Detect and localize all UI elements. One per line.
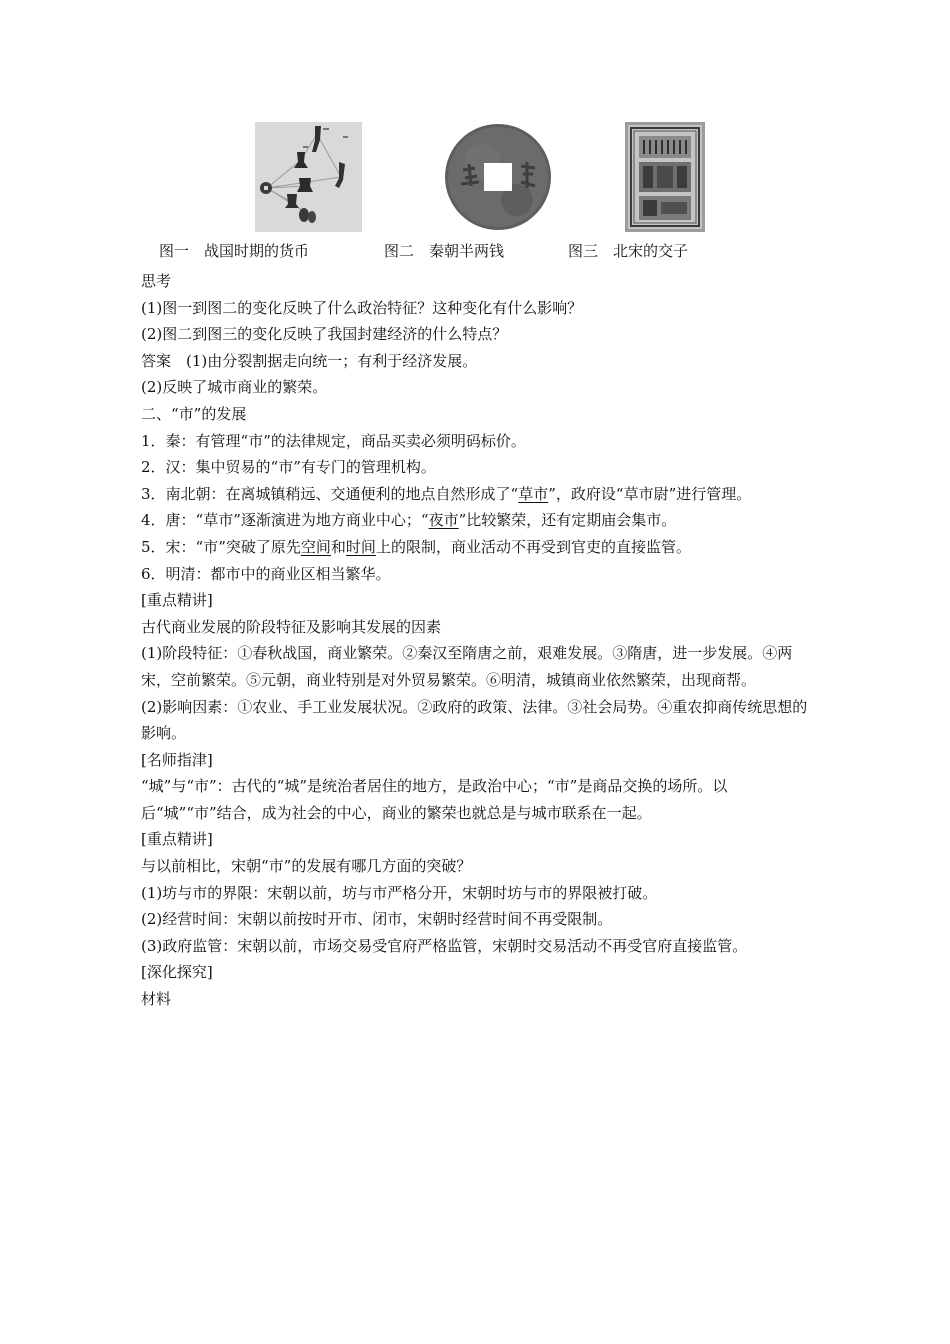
underlined-term-caoshi: 草市: [518, 484, 549, 503]
market-item-ming-qing: 6．明清：都市中的商业区相当繁华。: [141, 564, 391, 583]
key-points-subtitle-1: 古代商业发展的阶段特征及影响其发展的因素: [141, 617, 442, 636]
teacher-tip-title: [名师指津]: [141, 750, 213, 769]
underlined-term-yeshi: 夜市: [428, 511, 459, 530]
market-item-text: 3．南北朝：在离城镇稍远、交通便利的地点自然形成了“: [141, 484, 519, 503]
caption-figure-2: 图二 秦朝半两钱: [384, 242, 505, 260]
market-item-text: ”比较繁荣，还有定期庙会集市。: [458, 511, 677, 530]
figure-warring-states-coins: [255, 122, 362, 232]
market-item-text: 上的限制，商业活动不再受到官吏的直接监管。: [375, 537, 691, 556]
key-points-title-2: [重点精讲]: [141, 830, 213, 849]
market-item-tang: [141, 507, 813, 534]
question-1: (1)图一到图二的变化反映了什么政治特征？这种变化有什么影响？: [141, 298, 583, 317]
influence-factors-paragraph: (2)影响因素：①农业、手工业发展状况。②政府的政策、法律。③社会局势。④重农抑商传统思想的影响。: [141, 697, 808, 743]
key-points-question-2: 与以前相比，宋朝“市”的发展有哪几方面的突破？: [141, 857, 472, 876]
warring-states-coins-image: [255, 122, 362, 232]
market-item-text: 5．宋：“市”突破了原先: [141, 537, 301, 556]
northern-song-jiaozi-image: [625, 122, 705, 232]
song-breakthrough-1: (1)坊与市的界限：宋朝以前，坊与市严格分开，宋朝时坊与市的界限被打破。: [141, 883, 658, 902]
song-breakthrough-2: (2)经营时间：宋朝以前按时开市、闭市，宋朝时经营时间不再受限制。: [141, 910, 613, 929]
figure-qin-banliang-coin: [443, 122, 553, 232]
deep-inquiry-title: [深化探究]: [141, 963, 213, 982]
market-item-text: 4．唐：“草市”逐渐演进为地方商业中心；“: [141, 511, 429, 530]
material-label: 材料: [141, 990, 172, 1009]
caption-figure-3: 图三 北宋的交子: [568, 242, 689, 260]
market-item-southern-northern: [141, 481, 813, 508]
caption-figure-1: 图一 战国时期的货币: [159, 242, 310, 260]
stage-features-paragraph: (1)阶段特征：①春秋战国，商业繁荣。②秦汉至隋唐之前，艰难发展。③隋唐，进一步发展。④两宋，空前繁荣。⑤元朝，商业特别是对外贸易繁荣。⑥明清，城镇商业依然繁荣，出现商帮。: [141, 644, 793, 689]
market-item-text: ”，政府设“草市尉”进行管理。: [548, 484, 752, 503]
market-item-qin: 1．秦：有管理“市”的法律规定，商品买卖必须明码标价。: [141, 431, 526, 450]
qin-banliang-coin-image: [443, 122, 553, 232]
key-points-title-1: [重点精讲]: [141, 591, 213, 610]
underlined-term-time: 时间: [345, 537, 376, 556]
section-2-title: 二、“市”的发展: [141, 404, 247, 423]
figure-row: [0, 122, 950, 232]
market-item-han: 2．汉：集中贸易的“市”有专门的管理机构。: [141, 458, 436, 477]
market-item-text: 和: [330, 537, 346, 556]
document-body: [141, 268, 813, 1013]
answer-2: (2)反映了城市商业的繁荣。: [141, 378, 328, 397]
song-breakthrough-3: (3)政府监管：宋朝以前，市场交易受官府严格监管，宋朝时交易活动不再受官府直接监管。: [141, 936, 748, 955]
underlined-term-space: 空间: [300, 537, 331, 556]
question-2: (2)图二到图三的变化反映了我国封建经济的什么特点？: [141, 325, 508, 344]
market-item-song: [141, 534, 813, 561]
teacher-tip-paragraph: “城”与“市”：古代的“城”是统治者居住的地方，是政治中心；“市”是商品交换的场所。以后“城”“市”结合，成为社会的中心，商业的繁荣也就总是与城市联系在一起。: [141, 777, 728, 822]
think-title: 思考: [141, 272, 172, 290]
figure-northern-song-jiaozi: [625, 122, 705, 232]
answer-1: 答案 (1)由分裂割据走向统一；有利于经济发展。: [141, 351, 478, 370]
figure-captions: [0, 240, 950, 264]
